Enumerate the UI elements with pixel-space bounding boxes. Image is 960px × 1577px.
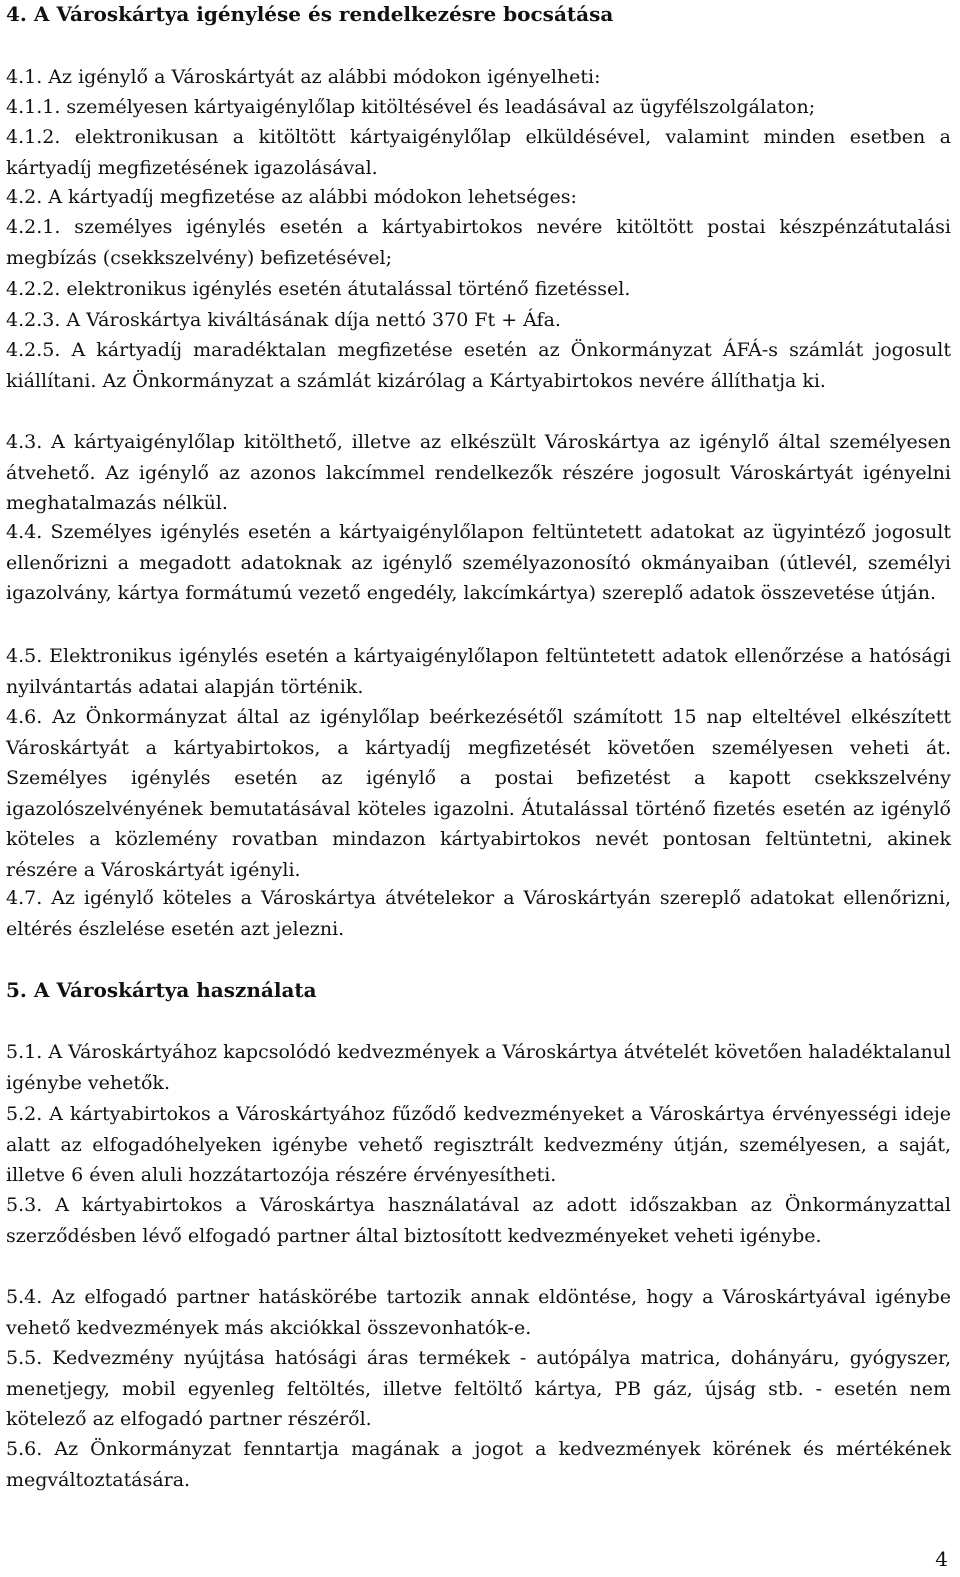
section-5-heading: 5. A Városkártya használata (6, 978, 317, 1002)
paragraph-4-2-2: 4.2.2. elektronikus igénylés esetén átutalással történő fizetéssel. (6, 278, 631, 300)
paragraph-5-6: 5.6. Az Önkormányzat fenntartja magának a jogot a kedvezmények körének és mértékének megváltoztatására. (6, 1438, 951, 1491)
paragraph-4-5: 4.5. Elektronikus igénylés esetén a kártyaigénylőlapon feltüntetett adatok ellenőrzése a hatósági nyilvántartás adatai alapján történik. (6, 645, 951, 698)
section-4-heading: 4. A Városkártya igénylése és rendelkezésre bocsátása (6, 2, 614, 26)
paragraph-5-4: 5.4. Az elfogadó partner hatáskörébe tartozik annak eldöntése, hogy a Városkártyával igénybe vehető kedvezmények más akciókkal összevonhatók-e. (6, 1286, 951, 1339)
paragraph-4-2: 4.2. A kártyadíj megfizetése az alábbi módokon lehetséges: (6, 186, 577, 208)
paragraph-5-2: 5.2. A kártyabirtokos a Városkártyához fűződő kedvezményeket a Városkártya érvényességi ideje alatt az elfogadóhelyeken igénybe vehető regisztrált kedvezmény útján, személyesen, a saját, illetve 6 éven aluli hozzátartozója részére érvényesítheti. (6, 1103, 951, 1186)
paragraph-4-2-5: 4.2.5. A kártyadíj maradéktalan megfizetése esetén az Önkormányzat ÁFÁ-s számlát jogosult kiállítani. Az Önkormányzat a számlát kizárólag a Kártyabirtokos nevére állíthatja ki. (6, 339, 951, 392)
paragraph-4-3: 4.3. A kártyaigénylőlap kitölthető, illetve az elkészült Városkártya az igénylő által személyesen átvehető. Az igénylő az azonos lakcímmel rendelkezők részére jogosult Városkártyát igényelni meghatalmazás nélkül. (6, 431, 951, 514)
paragraph-4-7: 4.7. Az igénylő köteles a Városkártya átvételekor a Városkártyán szereplő adatokat ellenőrizni, eltérés észlelése esetén azt jelezni. (6, 887, 951, 940)
paragraph-5-3: 5.3. A kártyabirtokos a Városkártya használatával az adott időszakban az Önkormányzattal szerződésben lévő elfogadó partner által biztosított kedvezményeket veheti igénybe. (6, 1194, 951, 1247)
paragraph-5-1: 5.1. A Városkártyához kapcsolódó kedvezmények a Városkártya átvételét követően haladéktalanul igénybe vehetők. (6, 1041, 951, 1094)
page-number: 4 (935, 1547, 948, 1571)
paragraph-4-2-1: 4.2.1. személyes igénylés esetén a kártyabirtokos nevére kitöltött postai készpénzátutalási megbízás (csekkszelvény) befizetésével; (6, 216, 951, 269)
paragraph-4-1: 4.1. Az igénylő a Városkártyát az alábbi módokon igényelheti: (6, 66, 601, 88)
paragraph-4-1-2: 4.1.2. elektronikusan a kitöltött kártyaigénylőlap elküldésével, valamint minden esetben a kártyadíj megfizetésének igazolásával. (6, 126, 951, 179)
paragraph-4-4: 4.4. Személyes igénylés esetén a kártyaigénylőlapon feltüntetett adatokat az ügyintéző jogosult ellenőrizni a megadott adatoknak az igénylő személyazonosító okmányaiban (útlevél, személyi igazolvány, kártya formátumú vezető engedély, lakcímkártya) szereplő adatok összevetése útján. (6, 521, 951, 604)
paragraph-4-1-1: 4.1.1. személyesen kártyaigénylőlap kitöltésével és leadásával az ügyfélszolgálaton; (6, 96, 816, 118)
paragraph-4-6: 4.6. Az Önkormányzat által az igénylőlap beérkezésétől számított 15 nap elteltével elkészített Városkártyát a kártyabirtokos, a kártyadíj megfizetését követően személyesen veheti át. Személyes igénylés esetén az igénylő a postai befizetést a kapott csekkszelvény igazolószelvényének bemutatásával köteles igazolni. Átutalással történő fizetés esetén az igénylő köteles a közlemény rovatban mindazon kártyabirtokos nevét pontosan feltüntetni, akinek részére a Városkártyát igényli. (6, 706, 951, 881)
paragraph-4-2-3: 4.2.3. A Városkártya kiváltásának díja nettó 370 Ft + Áfa. (6, 309, 561, 331)
paragraph-5-5: 5.5. Kedvezmény nyújtása hatósági áras termékek - autópálya matrica, dohányáru, gyógyszer, menetjegy, mobil egyenleg feltöltés, illetve feltöltő kártya, PB gáz, újság stb. - esetén nem kötelező az elfogadó partner részéről. (6, 1347, 951, 1430)
